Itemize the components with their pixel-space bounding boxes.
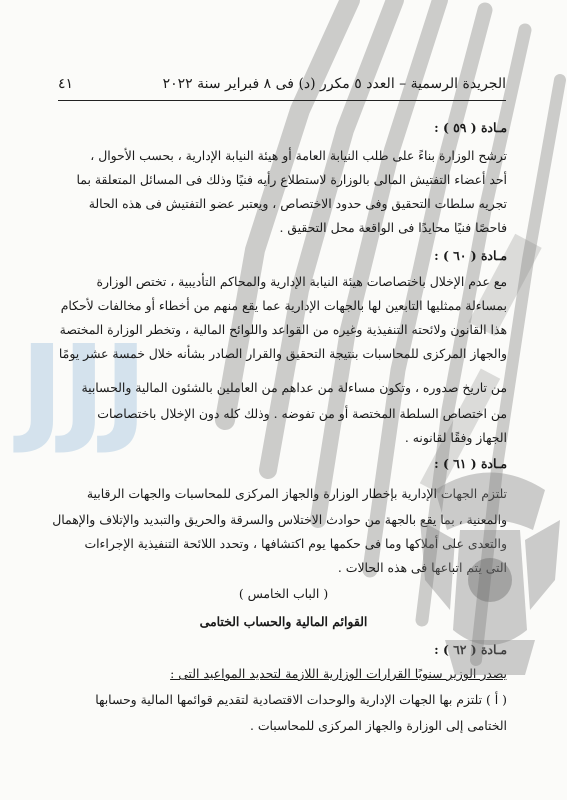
- page-header: [58, 72, 506, 96]
- paragraph-line: يصدر الوزير سنويًا القرارات الوزارية اللازمة لتحديد المواعيد التى :: [170, 666, 507, 681]
- paragraph-line: ترشح الوزارة بناءً على طلب النيابة العامة أو هيئة النيابة الإدارية ، بحسب الأحوال ،: [90, 148, 507, 163]
- article-heading: مـادة ( ٥٩ ) :: [434, 120, 507, 135]
- article-heading: مـادة ( ٦٠ ) :: [434, 248, 507, 263]
- paragraph-line: فاحصًا فنيًا محايدًا فى الواقعة محل التحقيق .: [279, 220, 507, 235]
- paragraph-line: من تاريخ صدوره ، وتكون مساءلة من عداهم من العاملين بالشئون المالية والحسابية: [81, 380, 507, 395]
- page-number: ٤١: [58, 76, 74, 92]
- watermark-letters: JJJ: [20, 319, 146, 457]
- article-heading: مـادة ( ٦٢ ) :: [434, 642, 507, 657]
- chapter-title: ( الباب الخامس ): [238, 586, 329, 601]
- article-heading: مـادة ( ٦١ ) :: [434, 456, 507, 471]
- paragraph-line: الجهاز وفقًا لقانونه .: [404, 430, 507, 445]
- paragraph-line: والمعنية ، بما يقع بالجهة من حوادث الاختلاس والسرقة والحريق والتبديد والإتلاف والإهمال: [52, 512, 507, 527]
- paragraph-line: الختامى إلى الوزارة والجهاز المركزى للمحاسبات .: [249, 718, 507, 733]
- header-title: الجريدة الرسمية – العدد ٥ مكرر (د) فى ٨ فبراير سنة ٢٠٢٢: [162, 76, 506, 92]
- chapter-subtitle: القوائم المالية والحساب الختامى: [199, 614, 368, 629]
- paragraph-line: من اختصاص السلطة المختصة أو من تفوضه . وذلك كله دون الإخلال باختصاصات: [97, 406, 507, 421]
- paragraph-line: مع عدم الإخلال باختصاصات هيئة النيابة الإدارية والمحاكم التأديبية ، تختص الوزارة: [96, 274, 507, 289]
- eagle-seal-emblem: [415, 460, 565, 700]
- paragraph-line: هذا القانون ولائحته التنفيذية وغيره من القواعد واللوائح المالية ، وتخطر الوزارة المختصة: [59, 322, 507, 337]
- paragraph-line: بمساءلة ممثليها التابعين لها بالجهات الإدارية عما يقع منهم من أخطاء أو مخالفات لأحكام: [60, 298, 507, 313]
- paragraph-line: والجهاز المركزى للمحاسبات بنتيجة التحقيق والقرار الصادر بشأنه خلال خمسة عشر يومًا: [58, 346, 507, 361]
- paragraph-line: ( أ ) تلتزم بها الجهات الإدارية والوحدات الاقتصادية لتقديم قوائمها المالية وحسابها: [95, 692, 507, 707]
- paragraph-line: والتعدى على أملاكها وما فى حكمها يوم اكتشافها ، وتحدد اللائحة التنفيذية الإجراءات: [84, 536, 507, 551]
- paragraph-line: تلتزم الجهات الإدارية بإخطار الوزارة والجهاز المركزى للمحاسبات والجهات الرقابية: [86, 486, 507, 501]
- paragraph-line: تجريه سلطات التحقيق وفى حدود الاختصاص ، ويعتبر عضو التفتيش فى هذه الحالة: [88, 196, 507, 211]
- header-rule: [58, 100, 506, 101]
- paragraph-line: التى يتم اتباعها فى هذه الحالات .: [337, 560, 507, 575]
- paragraph-line: أحد أعضاء التفتيش المالى بالوزارة لاستطلاع رأيه فنيًا وذلك فى المسائل المتعلقة بما: [76, 172, 507, 187]
